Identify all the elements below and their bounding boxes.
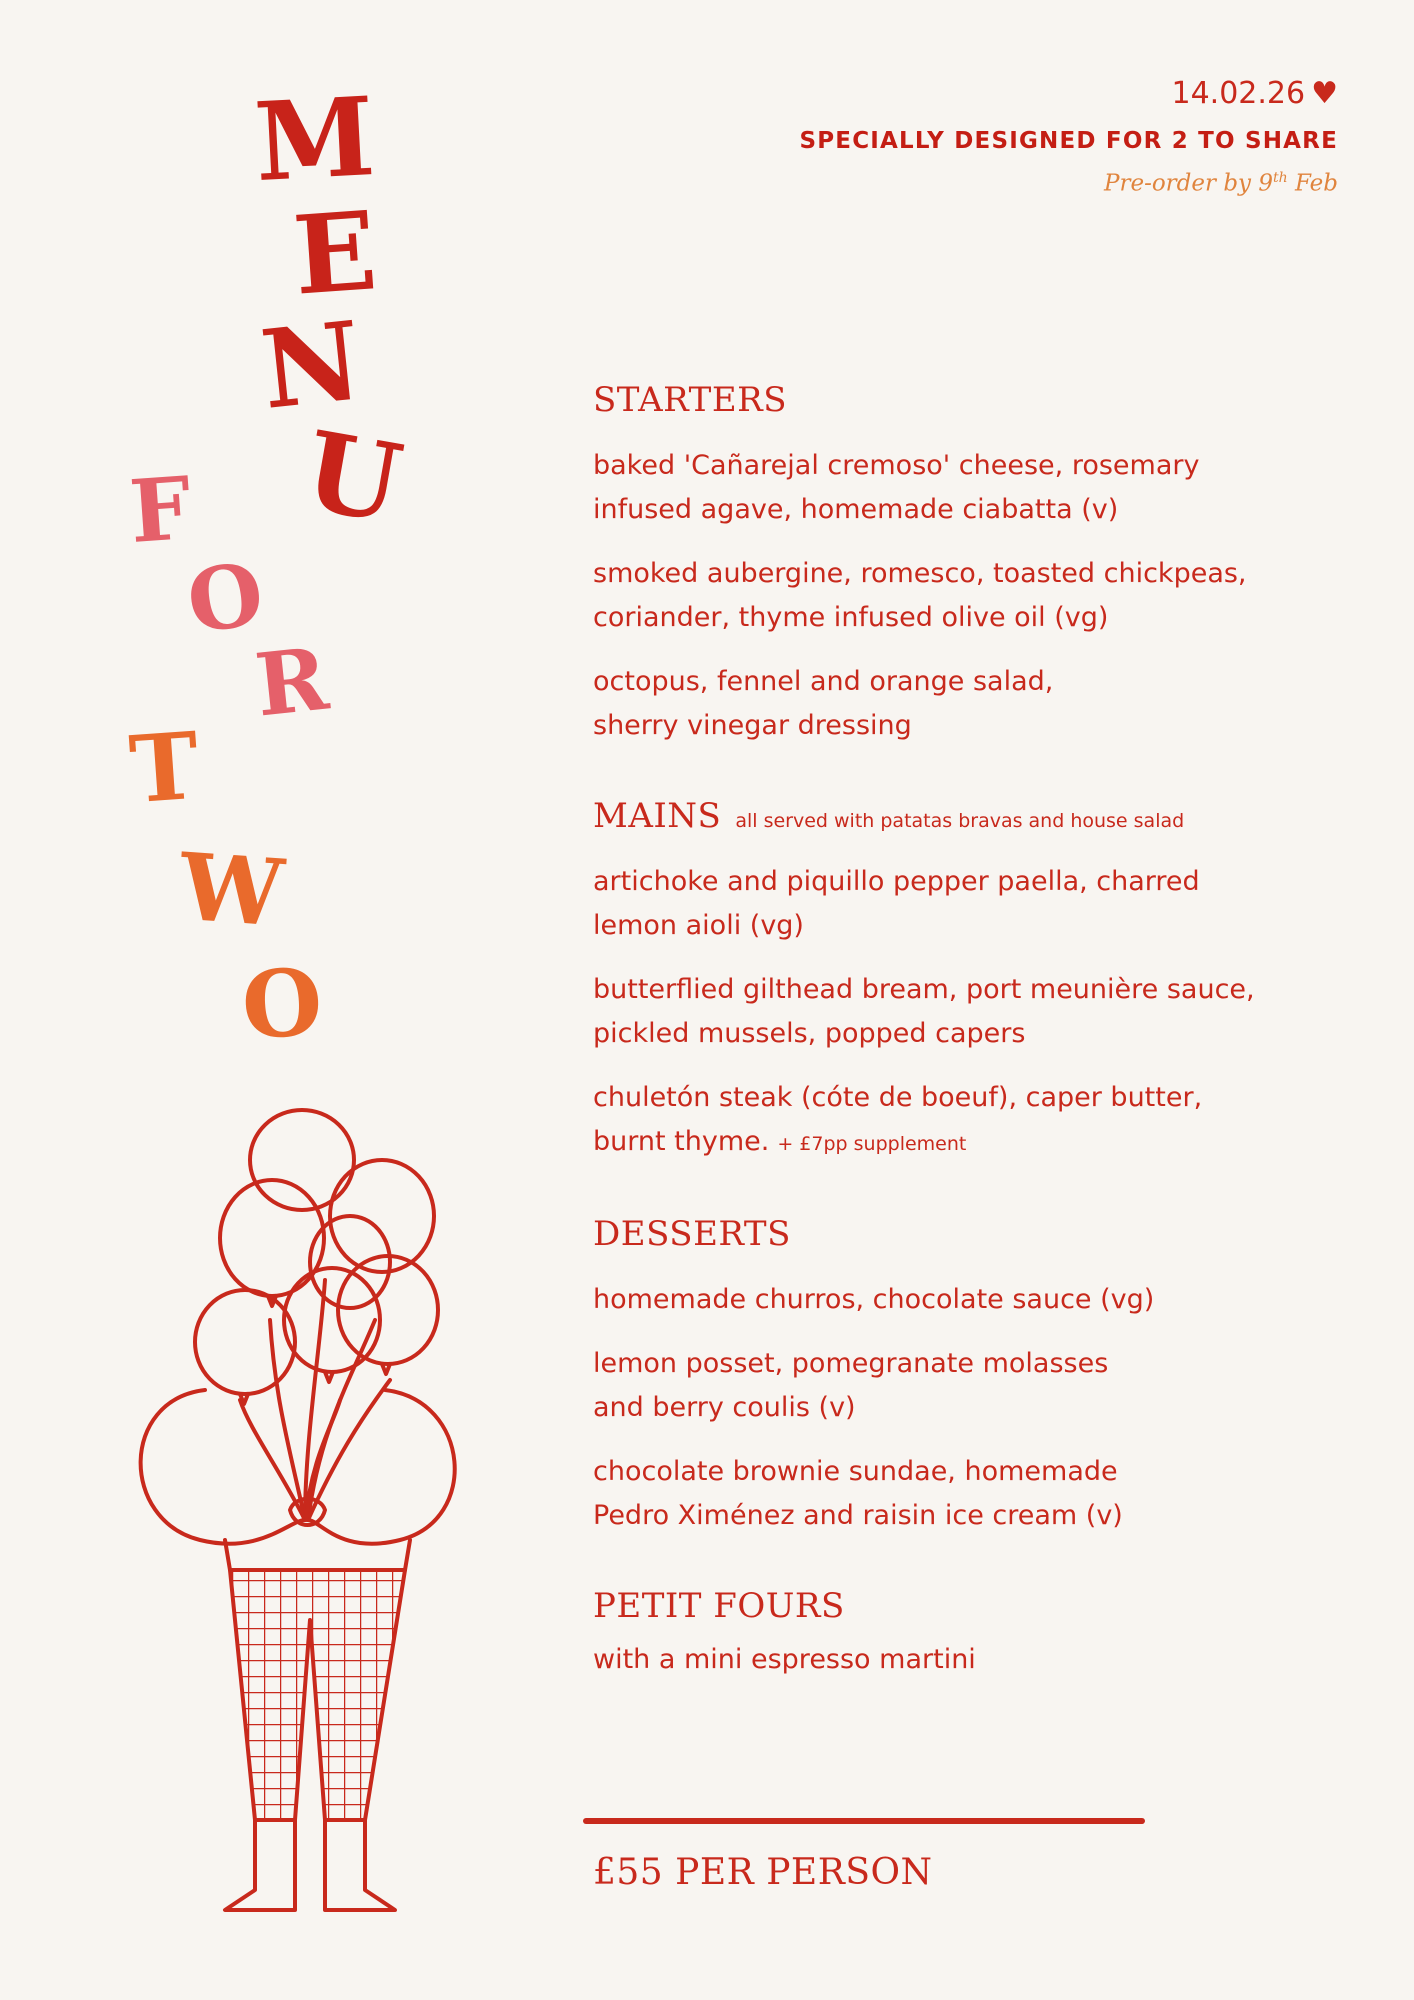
menu-item-line: Pedro Ximénez and raisin ice cream (v) [593, 1500, 1123, 1531]
menu-item [593, 660, 1353, 748]
menu-item-line: octopus, fennel and orange salad, [593, 666, 1054, 697]
section-desserts [593, 1214, 1353, 1538]
section-title-desserts: DESSERTS [593, 1214, 791, 1254]
event-date [1172, 76, 1339, 111]
menu-item-line: butterflied gilthead bream, port meunière sauce, [593, 974, 1255, 1005]
menu-item-line: lemon aioli (vg) [593, 910, 804, 941]
title-letter-m: M [251, 73, 378, 207]
title-letter-u: U [295, 407, 411, 549]
date-text: 14.02.26 [1171, 76, 1306, 111]
menu-item [593, 552, 1353, 640]
mains-note: all served with patatas bravas and house salad [735, 810, 1185, 832]
tagline: SPECIALLY DESIGNED FOR 2 TO SHARE [799, 128, 1338, 154]
section-title-starters: STARTERS [593, 380, 788, 420]
section-title-petit-fours: PETIT FOURS [593, 1586, 845, 1626]
preorder-month: Feb [1294, 170, 1338, 197]
title-letter-e: E [289, 188, 381, 320]
section-petit-fours [593, 1586, 1353, 1682]
menu-item [593, 1342, 1353, 1430]
menu-item [593, 1278, 1353, 1322]
menu-item [593, 968, 1353, 1056]
menu-item-line: baked 'Cañarejal cremoso' cheese, rosemary [593, 450, 1200, 481]
menu-item [593, 1638, 1353, 1682]
menu-item-line: homemade churros, chocolate sauce (vg) [593, 1284, 1155, 1315]
menu-item-line: with a mini espresso martini [593, 1644, 976, 1675]
menu-item-line: and berry coulis (v) [593, 1392, 856, 1423]
menu-item-line: lemon posset, pomegranate molasses [593, 1348, 1109, 1379]
menu-item-line: coriander, thyme infused olive oil (vg) [593, 602, 1109, 633]
menu-item-line: infused agave, homemade ciabatta (v) [593, 494, 1119, 525]
title-letter-o: O [181, 543, 270, 654]
title-letter-o2: O [239, 947, 325, 1061]
divider-line [583, 1818, 1145, 1824]
preorder-ordinal: th [1272, 170, 1288, 186]
menu-item [593, 860, 1353, 948]
heart-icon: ♥ [1311, 76, 1338, 111]
title-letter-n: N [255, 298, 368, 434]
preorder-note [1104, 170, 1338, 197]
section-mains [593, 796, 1353, 1166]
preorder-text: Pre-order by 9 [1103, 170, 1273, 197]
menu-item [593, 1076, 1353, 1166]
menu-body [593, 380, 1353, 1730]
balloon-person-illustration [120, 1100, 500, 1920]
menu-item-line: chuletón steak (cóte de boeuf), caper butter, [593, 1082, 1203, 1113]
title-letter-f: F [126, 457, 195, 564]
menu-item-line: artichoke and piquillo pepper paella, charred [593, 866, 1200, 897]
menu-item-line: pickled mussels, popped capers [593, 1018, 1026, 1049]
title-letter-w: W [176, 832, 287, 948]
menu-item-line: chocolate brownie sundae, homemade [593, 1456, 1118, 1487]
menu-item [593, 1450, 1353, 1538]
section-starters [593, 380, 1353, 748]
section-title-mains [593, 796, 1353, 836]
price: £55 PER PERSON [593, 1852, 933, 1893]
menu-item-text: burnt thyme. [593, 1126, 770, 1157]
title-letter-t: T [126, 711, 203, 825]
supplement-note: + £7pp supplement [777, 1133, 967, 1155]
mains-title-text: MAINS [593, 796, 722, 836]
menu-item-line: sherry vinegar dressing [593, 710, 912, 741]
menu-item-line: smoked aubergine, romesco, toasted chickpeas, [593, 558, 1247, 589]
menu-item-line [593, 1120, 1353, 1166]
menu-item [593, 444, 1353, 532]
title-letter-r: R [250, 628, 333, 737]
